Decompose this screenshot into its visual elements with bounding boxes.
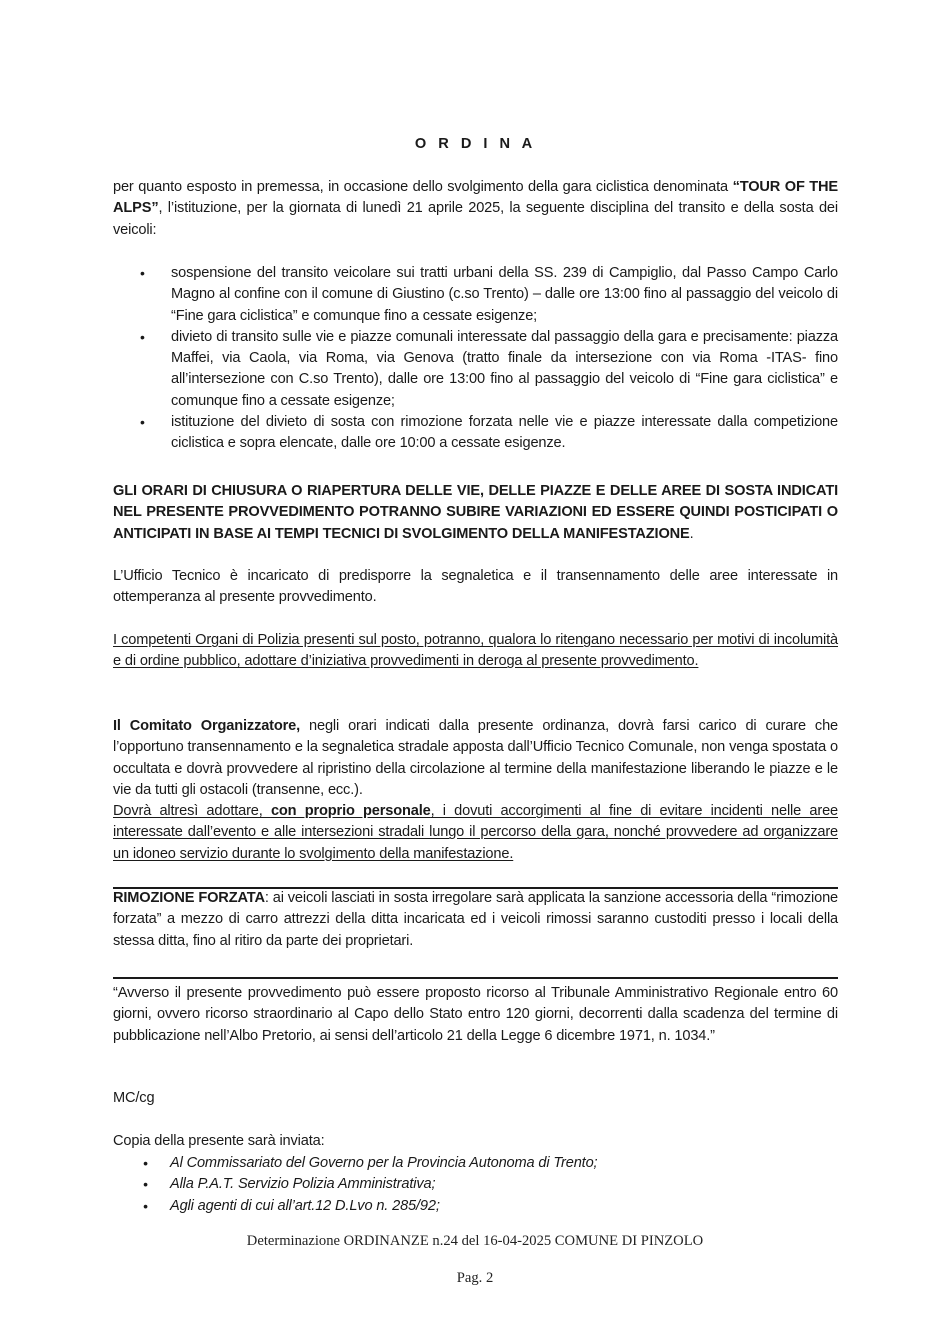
notice-period: . [689, 525, 694, 542]
rimozione-text: : ai veicoli lasciati in sosta irregolare sarà applicata la sanzione accessoria della “rimozione forzata” a mezzo di carro attrezzi della ditta incaricata ed i veicoli rimossi saranno custoditi presso i locali della stessa ditta, fino al ritiro da parte dei proprietari. [113, 890, 838, 949]
polizia-paragraph: I competenti Organi di Polizia presenti sul posto, potranno, qualora lo ritengano necessario per motivi di incolumità e di ordine pubblico, adottare d’iniziativa provvedimenti in deroga al presente provvedimento. [113, 632, 838, 670]
bullet-icon: • [143, 1197, 148, 1214]
list-item [113, 1174, 838, 1195]
footer-page-number: Pag. 2 [456, 1270, 494, 1286]
recipient-text: Al Commissariato del Governo per la Provincia Autonoma di Trento; [170, 1155, 598, 1171]
recipient-text: Agli agenti di cui all’art.12 D.Lvo n. 285/92; [170, 1197, 440, 1214]
measures-list [113, 263, 838, 455]
comitato-underlined [113, 803, 838, 862]
list-item [113, 1153, 838, 1174]
comitato-lead: Il Comitato Organizzatore, [113, 718, 301, 734]
bullet-icon: • [143, 1176, 148, 1193]
list-item [113, 263, 838, 327]
measure-text: istituzione del divieto di sosta con rimozione forzata nelle vie e piazze interessate dalla competizione ciclistica e sopra elencate, dalle ore 10:00 a cessate esigenze. [171, 414, 838, 452]
ufficio-tecnico-paragraph: L’Ufficio Tecnico è incaricato di predisporre la segnaletica e il transennamento delle aree interessate in ottemperanza al presente provvedimento. [113, 568, 838, 606]
copy-recipients-list [113, 1153, 838, 1217]
measure-text: sospensione del transito veicolare sui tratti urbani della SS. 239 di Campiglio, dal Passo Campo Carlo Magno al confine con il comune di Giustino (c.so Trento) – dalle ore 13:00 fino al passaggio del veicolo di “Fine gara ciclistica” e comunque fino a cessate esigenze; [171, 265, 838, 324]
notice-paragraph [113, 481, 838, 545]
ricorso-paragraph: “Avverso il presente provvedimento può essere proposto ricorso al Tribunale Amministrativo Regionale entro 60 giorni, ovvero ricorso straordinario al Capo dello Stato entro 120 giorni, decorrenti dalla scadenza del termine di pubblicazione nell’Albo Pretorio, ai sensi dell’articolo 21 della Legge 6 dicembre 1971, n. 1034.” [113, 985, 838, 1044]
ordina-heading: O R D I N A [414, 136, 537, 152]
notice-caps: GLI ORARI DI CHIUSURA O RIAPERTURA DELLE VIE, DELLE PIAZZE E DELLE AREE DI SOSTA INDICATI NEL PRESENTE PROVVEDIMENTO POTRANNO SUBIRE VARIAZIONI ED ESSERE QUINDI POSTICIPATI O ANTICIPATI IN BASE AI TEMPI TECNICI DI SVOLGIMENTO DELLA MANIFESTAZIONE [113, 483, 838, 542]
recipient-text: Alla P.A.T. Servizio Polizia Amministrativa; [170, 1176, 436, 1193]
comitato-paragraph [113, 716, 838, 865]
underlined-bold-text: con proprio personale [270, 803, 431, 820]
event-name: “TOUR OF THE ALPS” [113, 179, 839, 217]
intro-paragraph [113, 177, 838, 241]
footer-determination: Determinazione ORDINANZE n.24 del 16-04-2025 COMUNE DI PINZOLO [246, 1233, 704, 1249]
measure-text: divieto di transito sulle vie e piazze comunali interessate dal passaggio della gara e precisamente: piazza Maffei, via Caola, via Roma, via Genova (tratto finale da intersezione con via Roma -ITAS- fino all’intersezione con C.so Trento), dalle ore 13:00 fino al passaggio del veicolo di “Fine gara ciclistica” e comunque fino a cessate esigenze; [171, 328, 838, 409]
underlined-text: Dovrà altresì adottare, [113, 803, 271, 820]
bullet-icon: • [140, 265, 145, 281]
underlined-text-cont: , i dovuti accorgimenti al fine di evitare incidenti nelle aree interessate dall’evento e alle intersezioni stradali lungo il percorso della gara, nonché provvedere ad organizzare un idoneo servizio durante lo svolgimento della manifestazione. [113, 803, 838, 862]
list-item [113, 327, 838, 412]
rimozione-lead: RIMOZIONE FORZATA [113, 890, 265, 906]
intro-text-cont: , l’istituzione, per la giornata di lunedì 21 aprile 2025, la seguente disciplina del transito e della sosta dei veicoli: [113, 200, 838, 238]
comitato-text: negli orari indicati dalla presente ordinanza, dovrà farsi carico di curare che l’opportuno transennamento e la segnaletica stradale apposta dall’Ufficio Tecnico Comunale, non venga spostata o occultata e dovrà provvedere al ripristino della circolazione al termine della manifestazione liberando le piazze e le vie da tutti gli ostacoli (transenne, ecc.). [113, 718, 839, 798]
initials: MC/cg [113, 1090, 155, 1106]
list-item [113, 412, 838, 455]
copy-intro: Copia della presente sarà inviata: [113, 1133, 325, 1149]
bullet-icon: • [140, 328, 145, 345]
divider-line [113, 977, 838, 979]
bullet-icon: • [140, 414, 145, 431]
list-item [113, 1196, 838, 1217]
bullet-icon: • [143, 1155, 148, 1171]
intro-text: per quanto esposto in premessa, in occasione dello svolgimento della gara ciclistica denominata [113, 179, 733, 195]
rimozione-paragraph [113, 888, 838, 952]
